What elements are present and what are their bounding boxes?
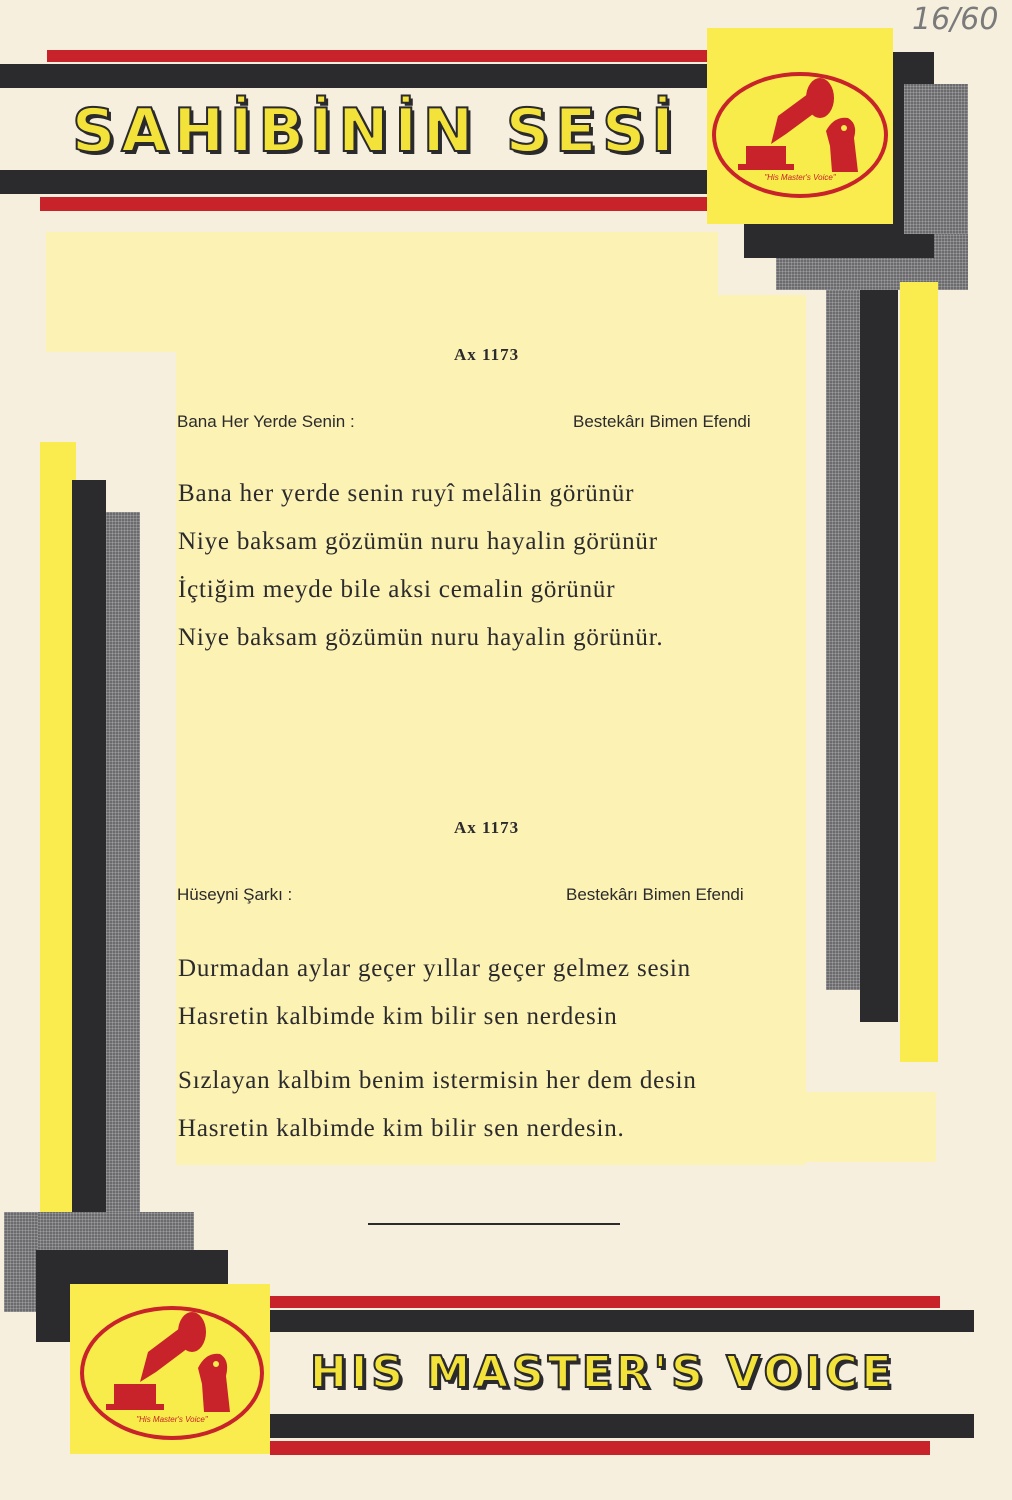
bottom-red-stripe-lower xyxy=(270,1441,930,1455)
song-2-lyric-line: Sızlayan kalbim benim istermisin her dem desin xyxy=(178,1067,697,1094)
bottom-black-bar-upper xyxy=(270,1310,974,1332)
section-divider xyxy=(368,1223,620,1225)
left-grey-column xyxy=(106,512,140,1212)
song-2-lyric-line: Durmadan aylar geçer yıllar geçer gelmez sesin xyxy=(178,955,691,982)
song-1-lyric-line: Niye baksam gözümün nuru hayalin görünür xyxy=(178,528,658,555)
song-1-catalog-number: Ax 1173 xyxy=(454,345,520,364)
top-black-bar-upper xyxy=(0,64,707,88)
header-title: SAHİBİNİN SESİ xyxy=(72,96,680,166)
song-2-lyric-line: Hasretin kalbimde kim bilir sen nerdesin. xyxy=(178,1115,625,1142)
top-logo xyxy=(712,72,888,198)
bottom-red-stripe-upper xyxy=(270,1296,940,1308)
left-yellow-column xyxy=(40,442,76,1212)
song-1-lyric-line: İçtiğim meyde bile aksi cemalin görünür xyxy=(178,576,616,603)
song-2-title: Hüseyni Şarkı : xyxy=(177,885,293,904)
song-1-composer: Bestekârı Bimen Efendi xyxy=(573,412,751,431)
right-yellow-column xyxy=(900,282,938,1062)
bottom-black-bar-lower xyxy=(270,1414,974,1438)
song-1-lyric-line: Bana her yerde senin ruyî melâlin görünür xyxy=(178,480,635,507)
song-2-lyric-line: Hasretin kalbimde kim bilir sen nerdesin xyxy=(178,1003,618,1030)
right-grey-column xyxy=(826,290,860,990)
song-1-lyric-line: Niye baksam gözümün nuru hayalin görünür. xyxy=(178,624,664,651)
top-right-grey-step xyxy=(904,84,968,234)
bottom-left-yellow-square xyxy=(70,1284,270,1454)
handwritten-note: 16/60 xyxy=(912,2,999,37)
footer-title: HIS MASTER'S VOICE xyxy=(310,1347,896,1398)
top-right-yellow-square xyxy=(707,28,893,224)
song-2-catalog-number: Ax 1173 xyxy=(454,818,520,837)
logo-caption: "His Master's Voice" xyxy=(136,1415,208,1424)
bottom-logo xyxy=(80,1306,264,1440)
top-black-bar-lower xyxy=(0,170,707,194)
left-black-column xyxy=(72,480,106,1220)
song-1-title: Bana Her Yerde Senin : xyxy=(177,412,355,431)
bottom-left-black-step-left xyxy=(36,1250,72,1342)
logo-caption: "His Master's Voice" xyxy=(764,173,836,182)
top-red-stripe-upper xyxy=(47,50,707,62)
right-black-column xyxy=(860,290,898,1022)
song-2-composer: Bestekârı Bimen Efendi xyxy=(566,885,744,904)
top-red-stripe-lower xyxy=(40,197,707,211)
bottom-left-grey-step-left xyxy=(4,1212,38,1312)
